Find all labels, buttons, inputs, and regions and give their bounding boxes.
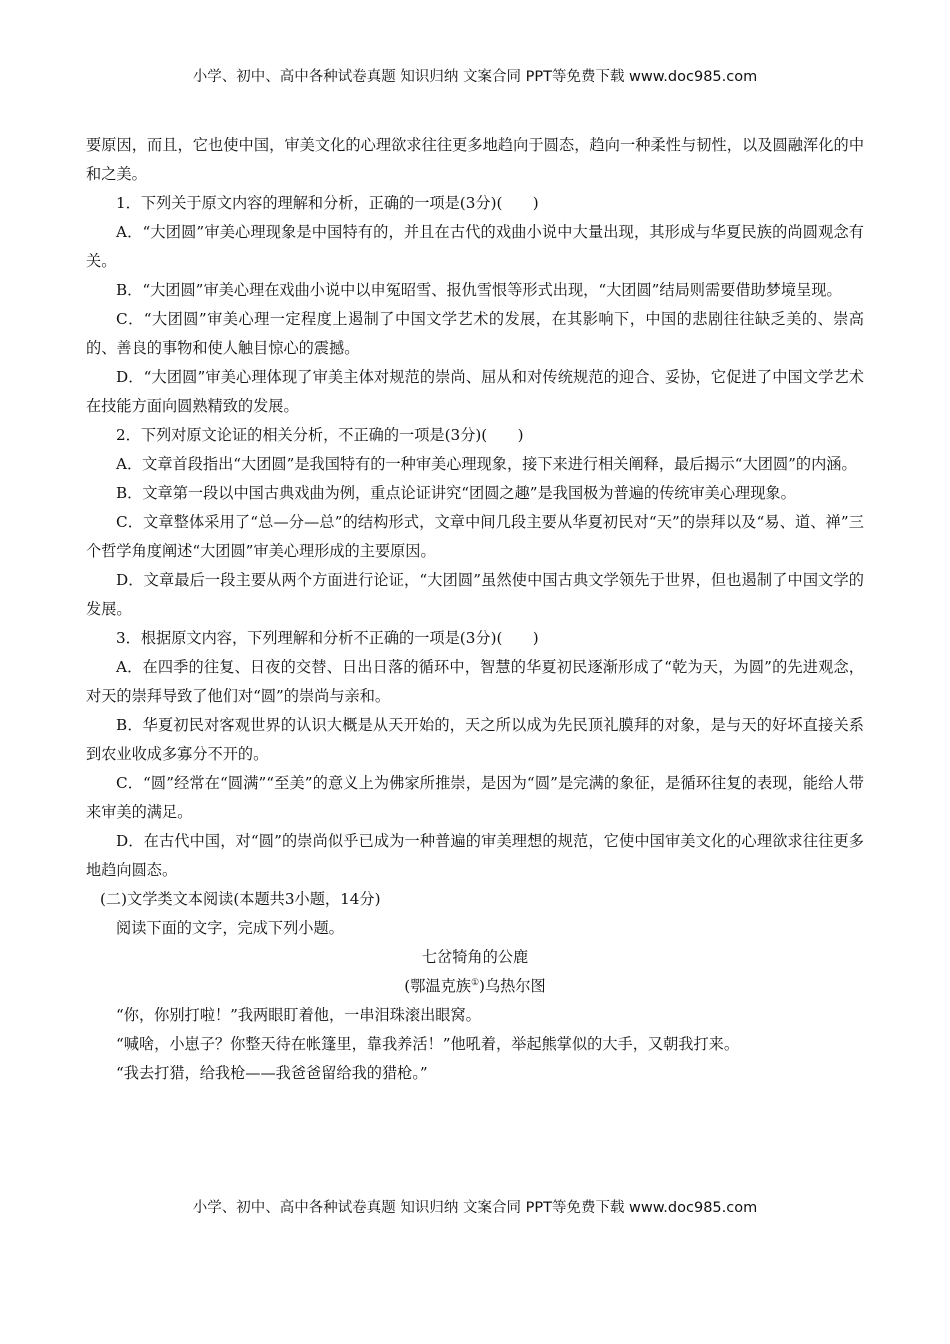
intro-paragraph-tail: 要原因，而且，它也使中国，审美文化的心理欲求往往更多地趋向于圆态，趋向一种柔性与韧性，以及圆融浑化的中和之美。 [86,136,864,183]
story-line-2: “喊啥，小崽子？你整天待在帐篷里，靠我养活！”他吼着，举起熊掌似的大手，又朝我打来。 [116,1035,740,1053]
question-3-stem: 3．根据原文内容，下列理解和分析不正确的一项是(3分)( ) [116,629,539,647]
document-body [86,131,864,1088]
question-1-stem: 1．下列关于原文内容的理解和分析，正确的一项是(3分)( ) [116,194,539,212]
section-2-instruction: 阅读下面的文字，完成下列小题。 [116,919,344,937]
question-2-option-c: C．文章整体采用了“总—分—总”的结构形式，文章中间几段主要从华夏初民对“天”的崇拜以及“易、道、禅”三个哲学角度阐述“大团圆”审美心理形成的主要原因。 [86,513,864,560]
question-2-option-b: B．文章第一段以中国古典戏曲为例，重点论证讲究“团圆之趣”是我国极为普遍的传统审美心理现象。 [116,484,796,502]
question-1-option-b: B．“大团圆”审美心理在戏曲小说中以申冤昭雪、报仇雪恨等形式出现，“大团圆”结局则需要借助梦境呈现。 [116,281,842,299]
question-3-option-b: B．华夏初民对客观世界的认识大概是从天开始的，天之所以成为先民顶礼膜拜的对象，是与天的好坏直接关系到农业收成多寡分不开的。 [86,716,864,763]
question-2-option-a: A．文章首段指出“大团圆”是我国特有的一种审美心理现象，接下来进行相关阐释，最后揭示“大团圆”的内涵。 [116,455,857,473]
footnote-marker: ① [470,977,480,988]
story-author-name: )乌热尔图 [479,977,546,995]
question-3-option-d: D．在古代中国，对“圆”的崇尚似乎已成为一种普遍的审美理想的规范，它使中国审美文化的心理欲求往往更多地趋向圆态。 [86,832,864,879]
story-line-1: “你，你别打啦！”我两眼盯着他，一串泪珠滚出眼窝。 [116,1006,481,1024]
story-title: 七岔犄角的公鹿 [421,948,529,966]
section-2-heading: (二)文学类文本阅读(本题共3小题，14分) [100,890,381,908]
page-header: 小学、初中、高中各种试卷真题 知识归纳 文案合同 PPT等免费下载 www.doc985.com [192,69,758,85]
question-2-stem: 2．下列对原文论证的相关分析，不正确的一项是(3分)( ) [116,426,524,444]
story-line-3: “我去打猎，给我枪——我爸爸留给我的猎枪。” [116,1064,428,1082]
story-author-prefix: (鄂温克族 [404,977,471,995]
question-1-option-a: A．“大团圆”审美心理现象是中国特有的，并且在古代的戏曲小说中大量出现，其形成与华夏民族的尚圆观念有关。 [86,223,864,270]
question-2-option-d: D．文章最后一段主要从两个方面进行论证，“大团圆”虽然使中国古典文学领先于世界，但也遏制了中国文学的发展。 [86,571,864,618]
question-1-option-d: D．“大团圆”审美心理体现了审美主体对规范的崇尚、屈从和对传统规范的迎合、妥协，它促进了中国文学艺术在技能方面向圆熟精致的发展。 [86,368,864,415]
story-author [86,972,864,1001]
question-3-option-c: C．“圆”经常在“圆满”“至美”的意义上为佛家所推崇，是因为“圆”是完满的象征，是循环往复的表现，能给人带来审美的满足。 [86,774,864,821]
question-1-option-c: C．“大团圆”审美心理一定程度上遏制了中国文学艺术的发展，在其影响下，中国的悲剧往往缺乏美的、崇高的、善良的事物和使人触目惊心的震撼。 [86,310,864,357]
question-3-option-a: A．在四季的往复、日夜的交替、日出日落的循环中，智慧的华夏初民逐渐形成了“乾为天，为圆”的先进观念，对天的崇拜导致了他们对“圆”的崇尚与亲和。 [86,658,864,705]
page-footer: 小学、初中、高中各种试卷真题 知识归纳 文案合同 PPT等免费下载 www.doc985.com [192,1200,758,1216]
